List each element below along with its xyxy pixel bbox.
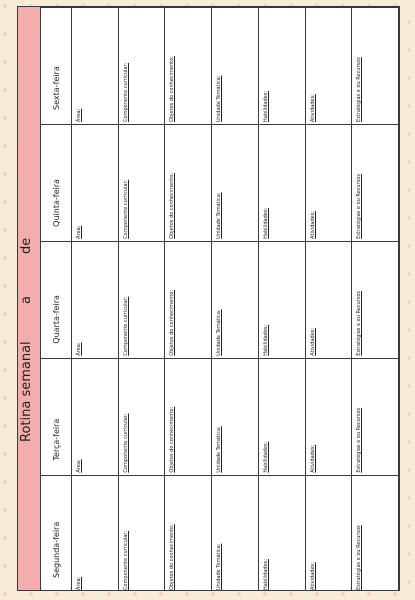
day-header-monday: Segunda-feira bbox=[41, 475, 72, 591]
label-componente-curricular: Componente curricular: bbox=[122, 296, 129, 356]
label-estrategias-recursos: Estratégias e ou Recursos bbox=[356, 57, 363, 122]
label-unidade-tematica: Unidade Temática: bbox=[216, 192, 223, 239]
label-estrategias-recursos: Estratégias e ou Recursos bbox=[356, 525, 363, 590]
day-header-wednesday: Quarta-feira bbox=[41, 241, 72, 358]
schedule-table bbox=[41, 7, 399, 591]
label-area: Área: bbox=[76, 459, 82, 473]
label-habilidades: Habilidades: bbox=[262, 207, 269, 239]
label-componente-curricular: Componente curricular: bbox=[122, 413, 129, 473]
label-area: Área: bbox=[76, 576, 82, 590]
planner-rotated-content bbox=[18, 7, 400, 591]
title-connector-de: de bbox=[19, 237, 34, 254]
label-habilidades: Habilidades: bbox=[262, 441, 269, 473]
row-componente-curricular bbox=[118, 8, 165, 592]
label-unidade-tematica: Unidade Temática: bbox=[216, 543, 223, 590]
label-atividades: Atividades: bbox=[309, 562, 316, 590]
label-objetos-do-conhecimento: Objetos do conhecimento: bbox=[169, 173, 176, 239]
row-unidade-tematica bbox=[212, 8, 259, 592]
label-unidade-tematica: Unidade Temática: bbox=[216, 426, 223, 473]
label-objetos-do-conhecimento: Objetos do conhecimento: bbox=[169, 289, 176, 356]
label-atividades: Atividades: bbox=[309, 327, 316, 356]
row-estrategias-recursos bbox=[352, 8, 399, 592]
title-connector-a: a bbox=[19, 296, 34, 304]
label-atividades: Atividades: bbox=[309, 94, 316, 122]
day-header-friday: Sexta-feira bbox=[41, 8, 72, 125]
label-componente-curricular: Componente curricular: bbox=[122, 62, 129, 122]
day-header-row bbox=[41, 8, 72, 592]
day-header-thursday: Quinta-feira bbox=[41, 124, 72, 241]
label-atividades: Atividades: bbox=[309, 444, 316, 473]
title-bar bbox=[18, 7, 41, 591]
label-area: Área: bbox=[76, 108, 82, 122]
row-habilidades bbox=[258, 8, 305, 592]
row-atividades bbox=[305, 8, 352, 592]
label-componente-curricular: Componente curricular: bbox=[122, 530, 129, 590]
day-header-tuesday: Terça-feira bbox=[41, 358, 72, 475]
label-componente-curricular: Componente curricular: bbox=[122, 179, 129, 239]
planner-page bbox=[17, 6, 400, 591]
label-objetos-do-conhecimento: Objetos do conhecimento: bbox=[169, 56, 176, 122]
row-area bbox=[72, 8, 119, 592]
label-atividades: Atividades: bbox=[309, 211, 316, 239]
label-unidade-tematica: Unidade Temática: bbox=[216, 75, 223, 122]
label-estrategias-recursos: Estratégias e ou Recursos bbox=[356, 407, 363, 473]
label-area: Área: bbox=[76, 225, 82, 239]
label-unidade-tematica: Unidade Temática: bbox=[216, 309, 223, 356]
label-estrategias-recursos: Estratégias e ou Recursos bbox=[356, 290, 363, 356]
label-area: Área: bbox=[76, 342, 82, 356]
label-objetos-do-conhecimento: Objetos do conhecimento: bbox=[169, 406, 176, 473]
label-estrategias-recursos: Estratégias e ou Recursos bbox=[356, 174, 363, 239]
label-habilidades: Habilidades: bbox=[262, 90, 269, 122]
row-objetos-do-conhecimento bbox=[165, 8, 212, 592]
label-habilidades: Habilidades: bbox=[262, 559, 269, 590]
planner-title: Rotina semanal bbox=[19, 341, 34, 442]
label-habilidades: Habilidades: bbox=[262, 324, 269, 356]
label-objetos-do-conhecimento: Objetos do conhecimento: bbox=[169, 524, 176, 590]
